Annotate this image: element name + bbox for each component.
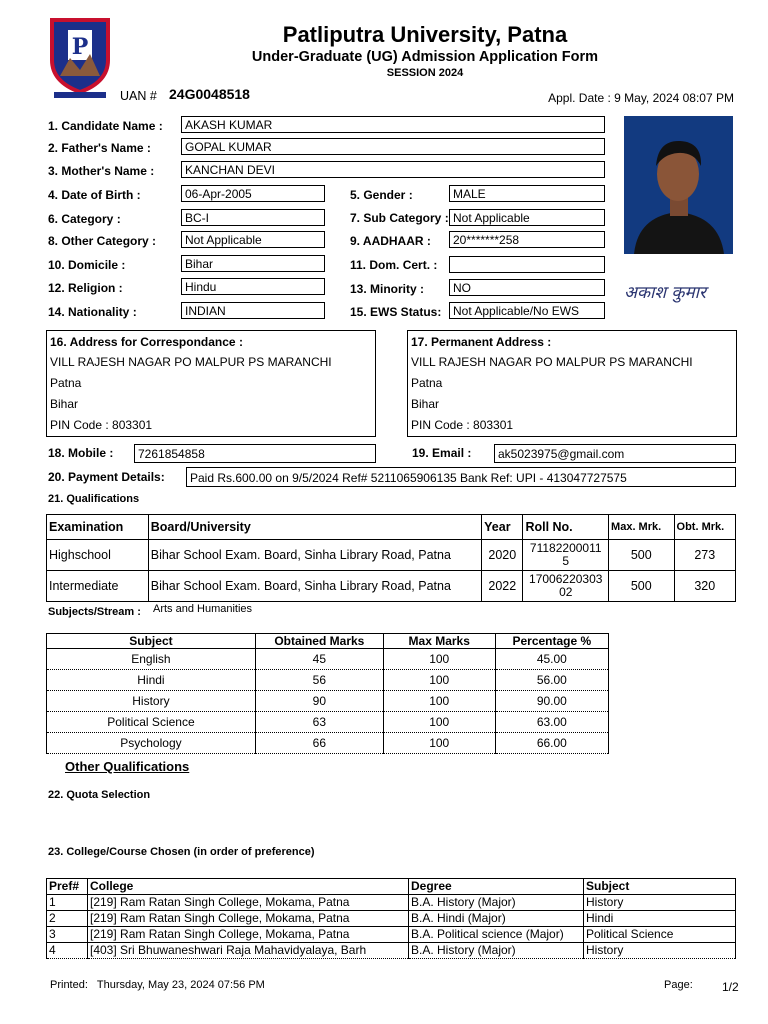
subject-cell: History — [584, 943, 736, 959]
table-row — [47, 733, 609, 754]
board-cell: Bihar School Exam. Board, Sinha Library Road, Patna — [148, 540, 481, 571]
mother-name-field: KANCHAN DEVI — [181, 161, 605, 178]
table-row — [47, 943, 736, 959]
subjects-table — [46, 633, 609, 754]
page-label: Page: — [664, 979, 693, 991]
col-college: College — [88, 879, 409, 895]
obtained-cell: 45 — [255, 649, 383, 670]
other-category-label: 8. Other Category : — [48, 234, 157, 248]
col-max-marks: Max. Mrk. — [609, 515, 674, 540]
candidate-photo — [624, 116, 733, 254]
permanent-address-line2: Patna — [411, 376, 443, 390]
minority-label: 13. Minority : — [350, 282, 425, 296]
subjects-stream-label: Subjects/Stream : — [48, 606, 141, 618]
pct-cell: 63.00 — [495, 712, 608, 733]
col-obt-marks: Obt. Mrk. — [674, 515, 735, 540]
table-row — [47, 927, 736, 943]
roll-line1: 17006220303 — [529, 572, 603, 586]
session-label: SESSION 2024 — [386, 67, 464, 79]
permanent-address-line1: VILL RAJESH NAGAR PO MALPUR PS MARANCHI — [411, 355, 693, 369]
col-course-subject: Subject — [584, 879, 736, 895]
table-row — [47, 670, 609, 691]
degree-cell: B.A. History (Major) — [409, 943, 584, 959]
college-header-row — [47, 879, 736, 895]
aadhaar-field: 20*******258 — [449, 231, 605, 248]
subject-cell: Political Science — [584, 927, 736, 943]
minority-field: NO — [449, 279, 605, 296]
uan-value: 24G0048518 — [169, 86, 250, 102]
col-max: Max Marks — [383, 634, 495, 649]
obtained-cell: 63 — [255, 712, 383, 733]
subject-cell: History — [47, 691, 256, 712]
col-board: Board/University — [148, 515, 481, 540]
email-field: ak5023975@gmail.com — [494, 444, 736, 463]
candidate-name-field: AKASH KUMAR — [181, 116, 605, 133]
col-subject: Subject — [47, 634, 256, 649]
obt-cell: 320 — [674, 571, 735, 602]
max-cell: 100 — [383, 712, 495, 733]
subject-cell: Hindi — [584, 911, 736, 927]
max-cell: 100 — [383, 691, 495, 712]
max-cell: 100 — [383, 733, 495, 754]
max-cell: 500 — [609, 540, 674, 571]
subject-cell: Psychology — [47, 733, 256, 754]
payment-label: 20. Payment Details: — [48, 470, 165, 484]
nationality-label: 14. Nationality : — [48, 305, 137, 319]
dob-label: 4. Date of Birth : — [48, 188, 141, 202]
subjects-stream-value: Arts and Humanities — [153, 603, 253, 615]
table-row — [47, 895, 736, 911]
correspondence-pin: PIN Code : 803301 — [50, 418, 153, 432]
college-cell: [219] Ram Ratan Singh College, Mokama, Patna — [88, 927, 409, 943]
nationality-field: INDIAN — [181, 302, 325, 319]
form-subtitle: Under-Graduate (UG) Admission Application Form — [251, 49, 599, 65]
correspondence-address-line3: Bihar — [50, 397, 79, 411]
category-label: 6. Category : — [48, 212, 121, 226]
religion-field: Hindu — [181, 278, 325, 295]
qualifications-header-row — [47, 515, 736, 540]
uan-label: UAN # — [120, 89, 157, 103]
exam-cell: Intermediate — [47, 571, 149, 602]
ews-label: 15. EWS Status: — [350, 305, 442, 319]
page-title: Patliputra University, Patna — [282, 22, 568, 47]
max-cell: 500 — [609, 571, 674, 602]
pct-cell: 45.00 — [495, 649, 608, 670]
table-row — [47, 540, 736, 571]
printed-timestamp: Printed: Thursday, May 23, 2024 07:56 PM — [50, 979, 265, 991]
degree-cell: B.A. Political science (Major) — [409, 927, 584, 943]
college-cell: [219] Ram Ratan Singh College, Mokama, Patna — [88, 895, 409, 911]
aadhaar-label: 9. AADHAAR : — [350, 234, 431, 248]
other-category-field: Not Applicable — [181, 231, 325, 248]
max-cell: 100 — [383, 649, 495, 670]
pct-cell: 66.00 — [495, 733, 608, 754]
correspondence-address-line2: Patna — [50, 376, 82, 390]
subject-cell: History — [584, 895, 736, 911]
other-qualifications-heading: Other Qualifications — [65, 759, 190, 774]
candidate-name-label: 1. Candidate Name : — [48, 119, 163, 133]
obtained-cell: 66 — [255, 733, 383, 754]
correspondence-address-box — [46, 330, 376, 437]
category-field: BC-I — [181, 209, 325, 226]
college-choice-heading: 23. College/Course Chosen (in order of preference) — [48, 846, 315, 858]
domicile-label: 10. Domicile : — [48, 258, 126, 272]
dob-field: 06-Apr-2005 — [181, 185, 325, 202]
gender-label: 5. Gender : — [350, 188, 413, 202]
payment-field: Paid Rs.600.00 on 9/5/2024 Ref# 5211065906135 Bank Ref: UPI - 413047727575 — [186, 467, 736, 487]
mother-name-label: 3. Mother's Name : — [48, 164, 155, 178]
roll-line2: 02 — [559, 585, 573, 599]
table-row — [47, 691, 609, 712]
candidate-signature: अकाश कुमार — [624, 283, 706, 303]
qualifications-table — [46, 514, 736, 602]
pref-cell: 2 — [47, 911, 88, 927]
gender-field: MALE — [449, 185, 605, 202]
subject-cell: Political Science — [47, 712, 256, 733]
college-cell: [403] Sri Bhuwaneshwari Raja Mahavidyalaya, Barh — [88, 943, 409, 959]
degree-cell: B.A. History (Major) — [409, 895, 584, 911]
quota-selection-heading: 22. Quota Selection — [48, 789, 151, 801]
mobile-field: 7261854858 — [134, 444, 376, 463]
college-table — [46, 878, 736, 959]
table-row — [47, 571, 736, 602]
sub-category-label: 7. Sub Category : — [350, 211, 449, 225]
col-pref: Pref# — [47, 879, 88, 895]
religion-label: 12. Religion : — [48, 281, 123, 295]
domicile-field: Bihar — [181, 255, 325, 272]
pref-cell: 1 — [47, 895, 88, 911]
father-name-label: 2. Father's Name : — [48, 141, 151, 155]
year-cell: 2022 — [482, 571, 523, 602]
col-roll: Roll No. — [523, 515, 609, 540]
email-label: 19. Email : — [412, 446, 472, 460]
pref-cell: 3 — [47, 927, 88, 943]
max-cell: 100 — [383, 670, 495, 691]
table-row — [47, 911, 736, 927]
father-name-field: GOPAL KUMAR — [181, 138, 605, 155]
obt-cell: 273 — [674, 540, 735, 571]
dom-cert-label: 11. Dom. Cert. : — [350, 258, 438, 272]
correspondence-address-line1: VILL RAJESH NAGAR PO MALPUR PS MARANCHI — [50, 355, 332, 369]
subjects-header-row — [47, 634, 609, 649]
pct-cell: 90.00 — [495, 691, 608, 712]
pref-cell: 4 — [47, 943, 88, 959]
subject-cell: English — [47, 649, 256, 670]
year-cell: 2020 — [482, 540, 523, 571]
dom-cert-field — [449, 256, 605, 273]
col-year: Year — [482, 515, 523, 540]
logo-letter: P — [71, 34, 89, 60]
application-date: Appl. Date : 9 May, 2024 08:07 PM — [548, 91, 734, 105]
exam-cell: Highschool — [47, 540, 149, 571]
ews-field: Not Applicable/No EWS — [449, 302, 605, 319]
col-degree: Degree — [409, 879, 584, 895]
correspondence-address-heading: 16. Address for Correspondance : — [50, 335, 243, 349]
permanent-address-box — [407, 330, 737, 437]
obtained-cell: 56 — [255, 670, 383, 691]
permanent-pin: PIN Code : 803301 — [411, 418, 514, 432]
board-cell: Bihar School Exam. Board, Sinha Library Road, Patna — [148, 571, 481, 602]
col-examination: Examination — [47, 515, 149, 540]
sub-category-field: Not Applicable — [449, 209, 605, 226]
roll-line2: 5 — [562, 554, 570, 568]
mobile-label: 18. Mobile : — [48, 446, 114, 460]
subject-cell: Hindi — [47, 670, 256, 691]
university-logo — [46, 16, 114, 100]
table-row — [47, 649, 609, 670]
col-obtained: Obtained Marks — [255, 634, 383, 649]
roll-line1: 71182200011 — [529, 541, 602, 555]
qualifications-heading: 21. Qualifications — [48, 493, 140, 505]
permanent-address-heading: 17. Permanent Address : — [411, 335, 552, 349]
roll-cell — [523, 571, 609, 602]
page-number: 1/2 — [722, 980, 739, 994]
table-row — [47, 712, 609, 733]
col-percentage: Percentage % — [495, 634, 608, 649]
permanent-address-line3: Bihar — [411, 397, 440, 411]
pct-cell: 56.00 — [495, 670, 608, 691]
roll-cell — [523, 540, 609, 571]
college-cell: [219] Ram Ratan Singh College, Mokama, Patna — [88, 911, 409, 927]
obtained-cell: 90 — [255, 691, 383, 712]
degree-cell: B.A. Hindi (Major) — [409, 911, 584, 927]
